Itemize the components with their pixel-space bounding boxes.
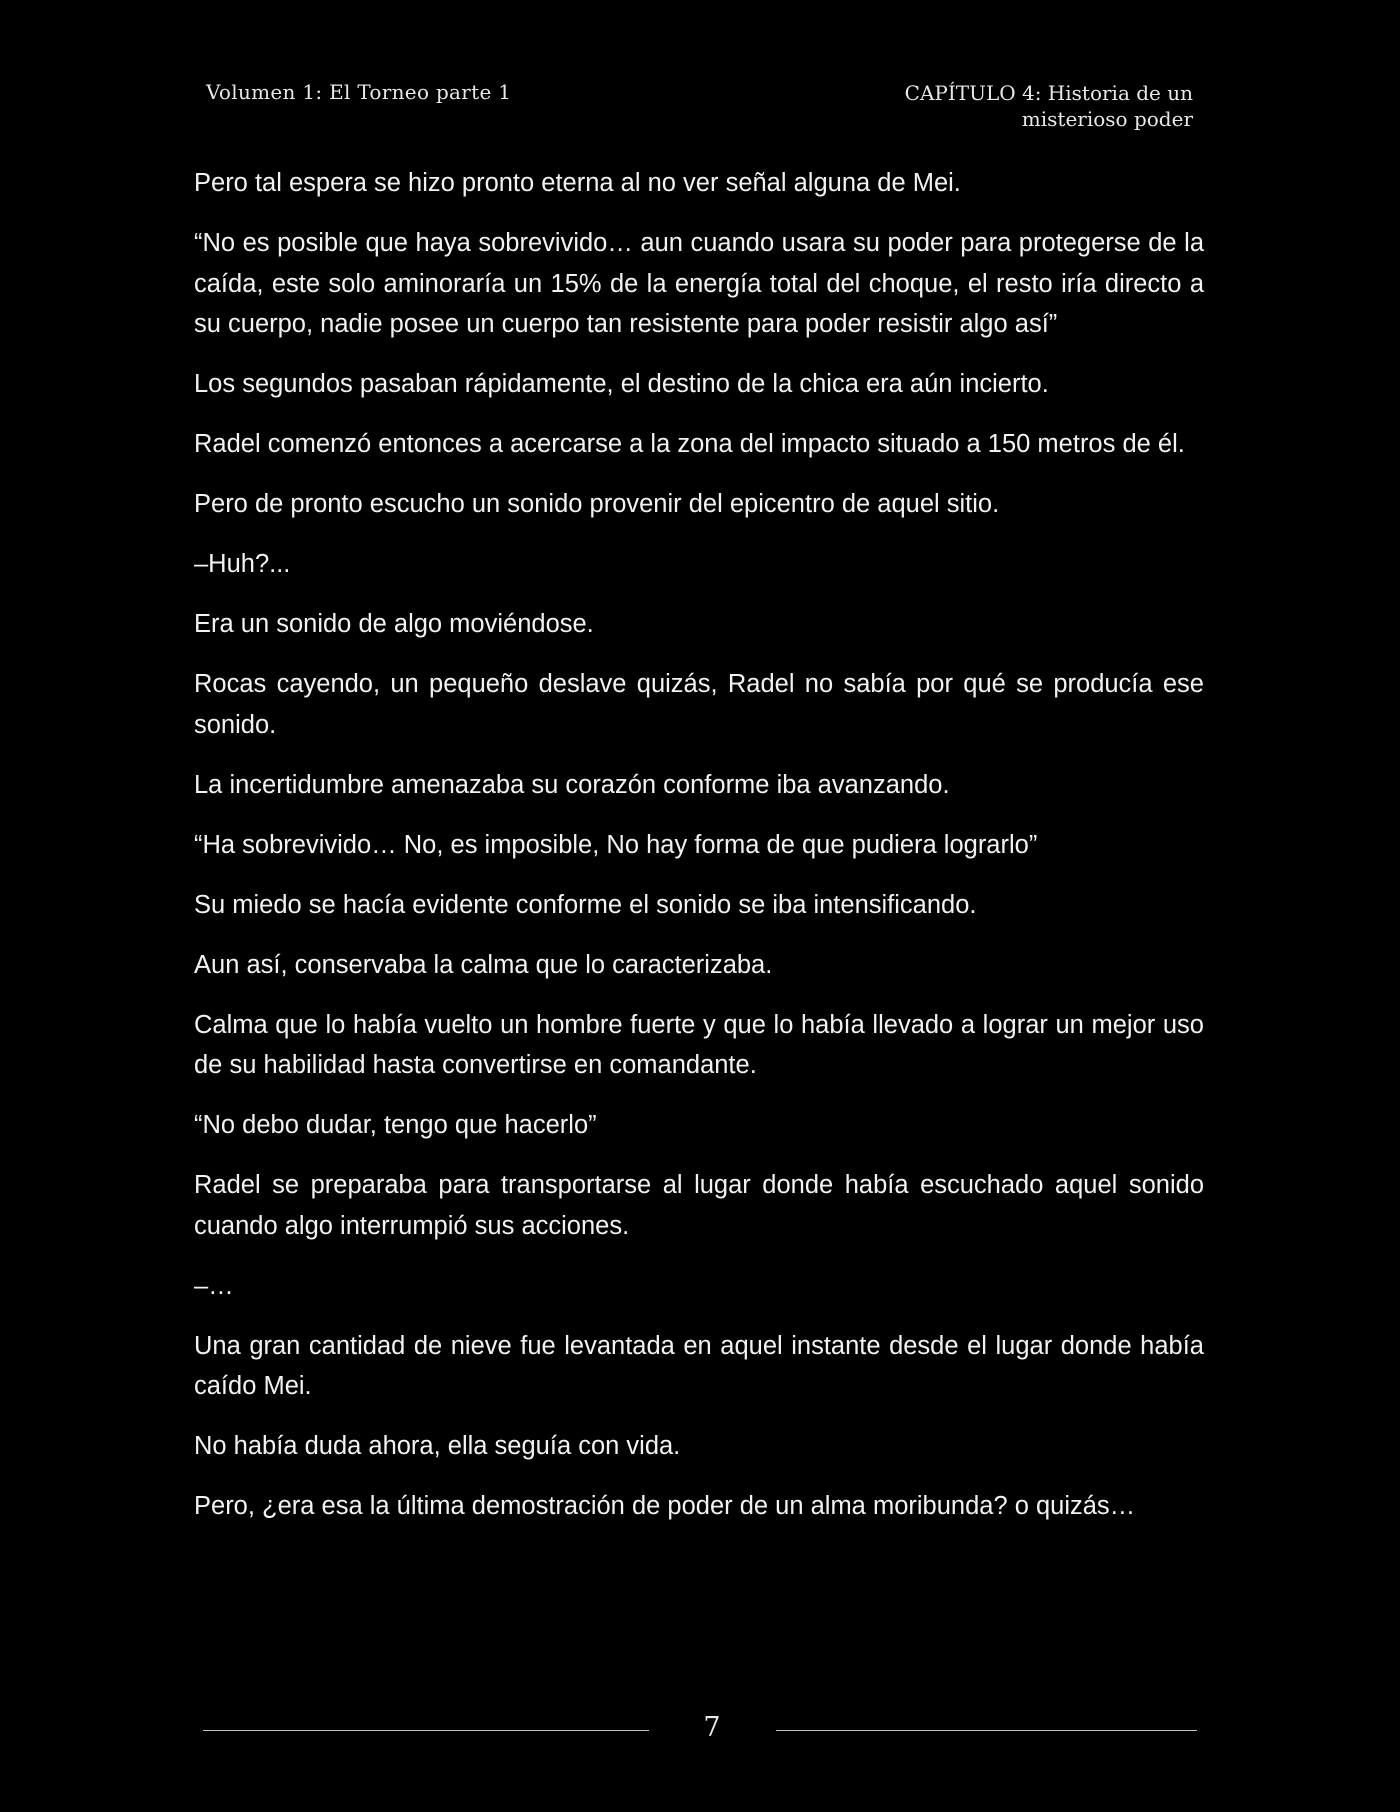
paragraph: Radel se preparaba para transportarse al lugar donde había escuchado aquel sonido cuando algo interrumpió sus acciones. xyxy=(194,1171,1204,1240)
paragraph: Una gran cantidad de nieve fue levantada en aquel instante desde el lugar donde había caído Mei. xyxy=(194,1331,1204,1400)
paragraph: Su miedo se hacía evidente conforme el sonido se iba intensificando. xyxy=(194,890,977,919)
page-footer xyxy=(0,1710,1400,1750)
paragraph: “Ha sobrevivido… No, es imposible, No hay forma de que pudiera lograrlo” xyxy=(194,830,1038,859)
paragraph: La incertidumbre amenazaba su corazón conforme iba avanzando. xyxy=(194,770,950,799)
running-header-chapter xyxy=(833,80,1193,132)
paragraph: Aun así, conservaba la calma que lo caracterizaba. xyxy=(194,950,773,979)
paragraph: Pero, ¿era esa la última demostración de poder de un alma moribunda? o quizás… xyxy=(194,1492,1136,1520)
running-header-volume: Volumen 1: El Torneo parte 1 xyxy=(206,80,512,104)
footer-rule-left xyxy=(203,1730,649,1731)
paragraph: Los segundos pasaban rápidamente, el destino de la chica era aún incierto. xyxy=(194,370,1049,398)
paragraph: Pero de pronto escucho un sonido provenir del epicentro de aquel sitio. xyxy=(194,490,1000,518)
paragraph: Radel comenzó entonces a acercarse a la zona del impacto situado a 150 metros de él. xyxy=(194,430,1185,458)
paragraph: Pero tal espera se hizo pronto eterna al no ver señal alguna de Mei. xyxy=(194,169,961,197)
chapter-title-line-2: misterioso poder xyxy=(1021,107,1193,131)
paragraph: No había duda ahora, ella seguía con vida. xyxy=(194,1432,681,1460)
paragraph: Rocas cayendo, un pequeño deslave quizás, Radel no sabía por qué se producía ese sonido. xyxy=(194,670,1204,739)
paragraph: “No es posible que haya sobrevivido… aun cuando usara su poder para protegerse de la caída, este solo aminoraría un 15% de la energía total del choque, el resto iría directo a su cuerpo, nadie posee un cuerpo tan resistente para poder resistir algo así” xyxy=(194,229,1204,338)
footer-rule-right xyxy=(776,1730,1197,1731)
page-number: 7 xyxy=(703,1712,721,1743)
chapter-body xyxy=(194,163,1204,1546)
chapter-title-line-1: CAPÍTULO 4: Historia de un xyxy=(904,81,1193,105)
paragraph: –Huh?... xyxy=(194,550,291,578)
paragraph: –… xyxy=(194,1271,234,1300)
paragraph: Calma que lo había vuelto un hombre fuerte y que lo había llevado a lograr un mejor uso de su habilidad hasta convertirse en comandante. xyxy=(194,1010,1204,1079)
paragraph: Era un sonido de algo moviéndose. xyxy=(194,610,594,638)
paragraph: “No debo dudar, tengo que hacerlo” xyxy=(194,1111,597,1139)
